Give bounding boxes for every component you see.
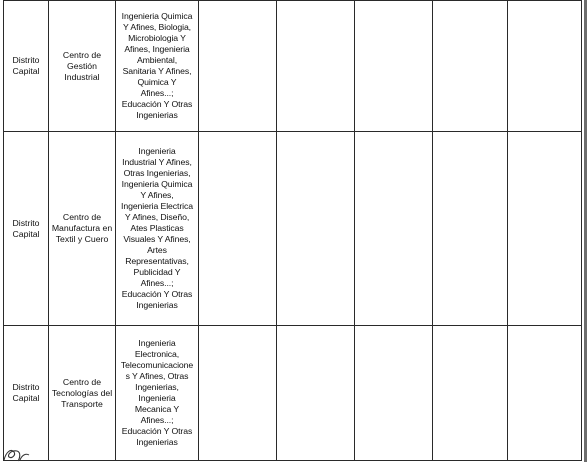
program-line: Educación Y Otras: [121, 289, 193, 299]
program-line: Ingenierias: [136, 300, 178, 310]
program-line: Otras Ingenierias,: [123, 168, 191, 178]
programs-cell: [116, 1, 199, 132]
program-line: Afines...;: [140, 415, 174, 425]
table-row: [4, 326, 582, 461]
handwritten-signature-mark: [2, 440, 42, 462]
program-line: Telecomunicacione: [120, 360, 194, 370]
empty-cell: [355, 132, 433, 326]
programs-cell: [116, 132, 199, 326]
program-line: Ingenierias: [136, 437, 178, 447]
program-line: Ingenieria Quimica: [121, 11, 193, 21]
empty-cell: [355, 326, 433, 461]
program-line: Y Afines, Biologia,: [123, 22, 191, 32]
program-line: Educación Y Otras: [121, 426, 193, 436]
table-row: [4, 1, 582, 132]
department-cell: Distrito Capital: [4, 326, 49, 461]
empty-cell: [433, 132, 508, 326]
program-line: Ambiental,: [136, 55, 178, 65]
program-line: Ingenieria: [138, 393, 176, 403]
empty-cell: [433, 1, 508, 132]
empty-cell: [199, 132, 277, 326]
program-line: Sanitaria Y Afines,: [122, 66, 192, 76]
empty-cell: [508, 326, 582, 461]
program-line: Quimica Y: [137, 77, 177, 87]
empty-cell: [277, 1, 355, 132]
program-line: Ingenierias,: [135, 382, 179, 392]
empty-cell: [277, 326, 355, 461]
program-line: Mecanica Y: [134, 404, 180, 414]
empty-cell: [277, 132, 355, 326]
program-line: Artes: [147, 245, 167, 255]
center-cell: Centro de Manufactura en Textil y Cuero: [49, 132, 116, 326]
table-row: [4, 132, 582, 326]
department-cell: Distrito Capital: [4, 1, 49, 132]
program-line: Publicidad Y: [133, 267, 181, 277]
program-line: Y Afines, Diseño,: [124, 212, 190, 222]
program-line: Microbiologia Y: [128, 33, 186, 43]
empty-cell: [508, 132, 582, 326]
program-line: Visuales Y Afines,: [123, 234, 191, 244]
empty-cell: [199, 1, 277, 132]
program-line: Ingenieria Quimica: [121, 179, 193, 189]
program-line: Educación Y Otras: [121, 99, 193, 109]
empty-cell: [199, 326, 277, 461]
programs-cell: [116, 326, 199, 461]
program-line: Representativas,: [125, 256, 189, 266]
center-cell: Centro de Gestión Industrial: [49, 1, 116, 132]
program-line: Electronica,: [134, 349, 180, 359]
empty-cell: [355, 1, 433, 132]
document-table: [3, 0, 582, 461]
program-line: Afines...;: [140, 278, 174, 288]
empty-cell: [433, 326, 508, 461]
program-line: Ingenieria: [138, 146, 176, 156]
program-line: Afines, Ingenieria: [124, 44, 190, 54]
program-line: Industrial Y Afines,: [122, 157, 192, 167]
program-line: Ates Plasticas: [130, 223, 184, 233]
center-cell: Centro de Tecnologías del Transporte: [49, 326, 116, 461]
empty-cell: [508, 1, 582, 132]
department-cell: Distrito Capital: [4, 132, 49, 326]
program-line: Ingenierias: [136, 110, 178, 120]
program-line: Y Afines,: [140, 190, 174, 200]
program-line: Afines...;: [140, 88, 174, 98]
program-line: Ingenieria Electrica: [121, 201, 193, 211]
program-line: s Y Afines, Otras: [125, 371, 189, 381]
program-line: Ingenieria: [138, 338, 176, 348]
